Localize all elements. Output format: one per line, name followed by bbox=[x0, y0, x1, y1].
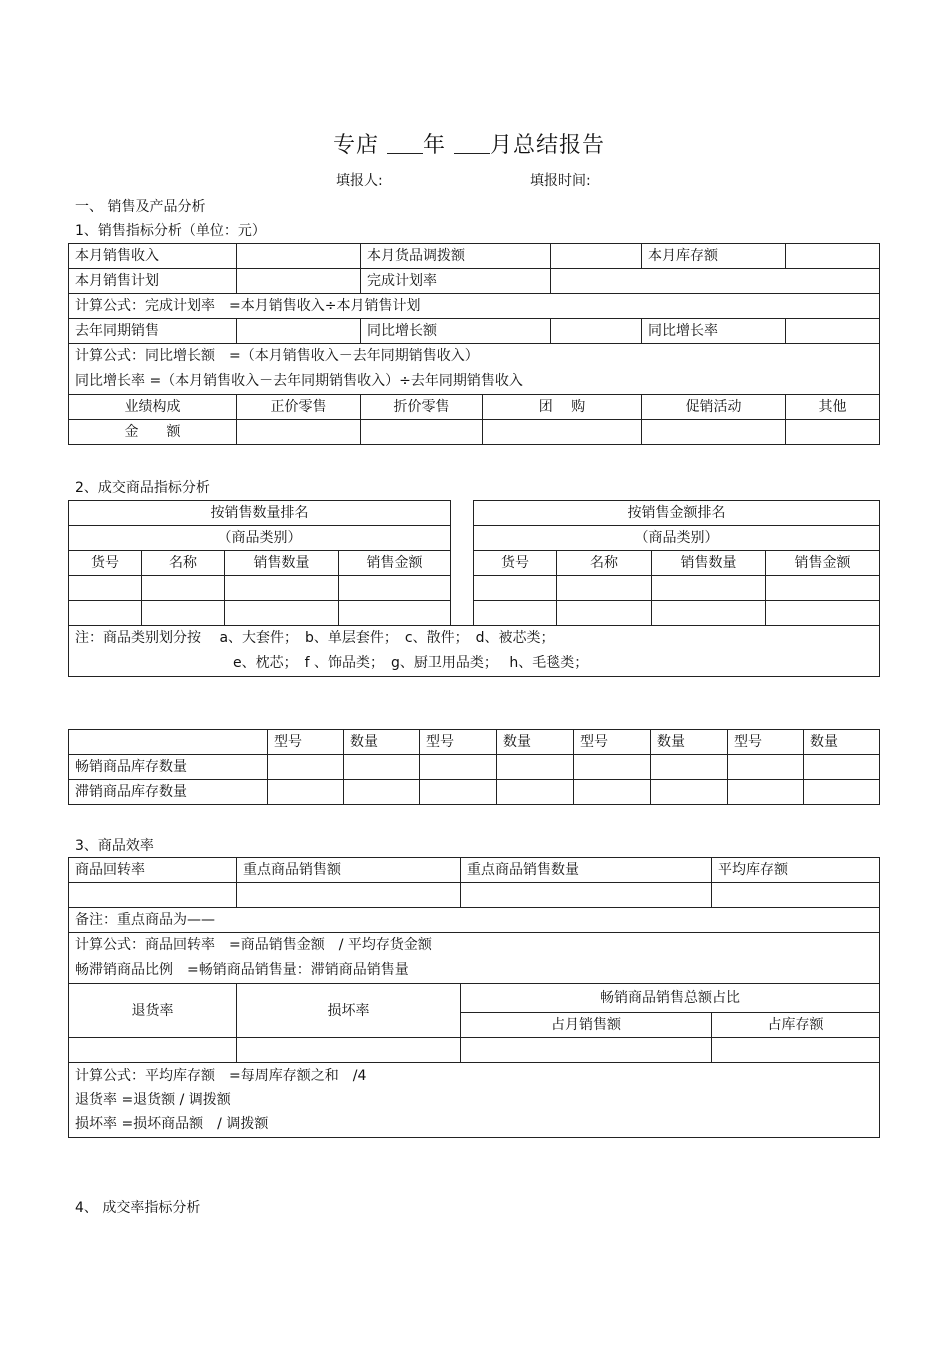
input-amount-group[interactable] bbox=[483, 420, 642, 445]
label-yoy-amount: 同比增长额 bbox=[361, 319, 551, 344]
input-amount-promo[interactable] bbox=[642, 420, 786, 445]
stock-table bbox=[68, 729, 880, 805]
formula-return: 退货率 =退货额 / 调拨额 bbox=[75, 1092, 231, 1108]
table-cell[interactable] bbox=[728, 755, 804, 780]
table-cell[interactable] bbox=[339, 601, 451, 626]
label-return-rate: 退货率 bbox=[69, 984, 237, 1038]
label-completion-rate: 完成计划率 bbox=[361, 269, 551, 294]
stock-col-qty: 数量 bbox=[651, 730, 728, 755]
input-amount-other[interactable] bbox=[786, 420, 880, 445]
col-qty: 销售数量 bbox=[225, 551, 339, 576]
table-cell[interactable] bbox=[766, 601, 880, 626]
section3-heading: 3、商品效率 bbox=[75, 838, 154, 854]
stock-col-model: 型号 bbox=[574, 730, 651, 755]
by-qty-header: 按销售数量排名 bbox=[69, 501, 451, 526]
formula-block bbox=[69, 1063, 880, 1138]
hot-stock-label: 畅销商品库存数量 bbox=[69, 755, 268, 780]
input-yoy-rate[interactable] bbox=[786, 319, 880, 344]
formula-ratio: 畅滞销商品比例 =畅销商品销售量：滞销商品销售量 bbox=[75, 962, 409, 978]
section4-heading: 4、 成交率指标分析 bbox=[75, 1200, 201, 1216]
formula-avg-stock: 计算公式：平均库存额 =每周库存额之和 /4 bbox=[75, 1068, 367, 1084]
table-cell[interactable] bbox=[474, 576, 557, 601]
sales-indicator-table bbox=[68, 243, 880, 445]
label-last-year-sales: 去年同期销售 bbox=[69, 319, 237, 344]
input-last-year-sales[interactable] bbox=[237, 319, 361, 344]
stock-col-model: 型号 bbox=[420, 730, 497, 755]
table-cell[interactable] bbox=[804, 755, 880, 780]
formula-turnover-block bbox=[69, 933, 880, 984]
input-return-rate[interactable] bbox=[69, 1038, 237, 1063]
stock-col-qty: 数量 bbox=[344, 730, 420, 755]
table-cell[interactable] bbox=[69, 601, 142, 626]
table-cell[interactable] bbox=[268, 780, 344, 805]
input-monthly-sales[interactable] bbox=[237, 244, 361, 269]
label-monthly-sales: 本月销售收入 bbox=[69, 244, 237, 269]
section2-heading: 2、成交商品指标分析 bbox=[75, 480, 210, 496]
input-damage-rate[interactable] bbox=[237, 1038, 461, 1063]
composition-group: 团 购 bbox=[483, 395, 642, 420]
table-cell[interactable] bbox=[225, 576, 339, 601]
input-monthly-plan[interactable] bbox=[237, 269, 361, 294]
input-key-sales[interactable] bbox=[237, 883, 461, 908]
input-avg-stock[interactable] bbox=[712, 883, 880, 908]
table-cell[interactable] bbox=[420, 780, 497, 805]
section1-heading: 一、 销售及产品分析 bbox=[75, 199, 206, 215]
label-damage-rate: 损坏率 bbox=[237, 984, 461, 1038]
col-sku: 货号 bbox=[474, 551, 557, 576]
table-cell[interactable] bbox=[574, 755, 651, 780]
by-amount-header: 按销售金额排名 bbox=[474, 501, 880, 526]
table-cell[interactable] bbox=[474, 601, 557, 626]
input-of-stock[interactable] bbox=[712, 1038, 880, 1063]
table-cell[interactable] bbox=[142, 601, 225, 626]
col-amount: 销售金额 bbox=[339, 551, 451, 576]
label-monthly-stock: 本月库存额 bbox=[642, 244, 786, 269]
input-amount-discount[interactable] bbox=[361, 420, 483, 445]
table-cell[interactable] bbox=[557, 576, 652, 601]
label-of-monthly: 占月销售额 bbox=[461, 1013, 712, 1038]
composition-regular: 正价零售 bbox=[237, 395, 361, 420]
table-cell[interactable] bbox=[69, 576, 142, 601]
formula-yoy bbox=[69, 344, 880, 395]
label-key-sales: 重点商品销售额 bbox=[237, 858, 461, 883]
input-turnover[interactable] bbox=[69, 883, 237, 908]
composition-header: 业绩构成 bbox=[69, 395, 237, 420]
label-avg-stock: 平均库存额 bbox=[712, 858, 880, 883]
input-monthly-transfer[interactable] bbox=[551, 244, 642, 269]
efficiency-table bbox=[68, 857, 880, 1138]
label-of-stock: 占库存额 bbox=[712, 1013, 880, 1038]
label-hot-share: 畅销商品销售总额占比 bbox=[461, 984, 880, 1013]
table-cell[interactable] bbox=[497, 755, 574, 780]
table-cell[interactable] bbox=[652, 601, 766, 626]
table-cell[interactable] bbox=[420, 755, 497, 780]
remark-key-products: 备注：重点商品为—— bbox=[69, 908, 880, 933]
input-monthly-stock[interactable] bbox=[786, 244, 880, 269]
stock-col-qty: 数量 bbox=[804, 730, 880, 755]
month-blank[interactable] bbox=[454, 135, 490, 154]
table-cell[interactable] bbox=[574, 780, 651, 805]
slow-stock-label: 滞销商品库存数量 bbox=[69, 780, 268, 805]
section1-sub1: 1、销售指标分析（单位：元） bbox=[75, 223, 266, 239]
table-cell[interactable] bbox=[651, 780, 728, 805]
table-cell[interactable] bbox=[804, 780, 880, 805]
note-line-2: e、枕芯； f 、饰品类； g、厨卫用品类； h、毛毯类； bbox=[233, 655, 589, 671]
report-title: 专店 年 月总结报告 bbox=[333, 133, 606, 158]
filler-label: 填报人: bbox=[336, 173, 383, 189]
col-qty: 销售数量 bbox=[652, 551, 766, 576]
note-line-1: 注：商品类别划分按 a、大套件； b、单层套件； c、散件； d、被芯类； bbox=[75, 630, 555, 646]
formula-damage: 损坏率 =损坏商品额 / 调拨额 bbox=[75, 1116, 269, 1132]
label-turnover: 商品回转率 bbox=[69, 858, 237, 883]
table-cell[interactable] bbox=[268, 755, 344, 780]
table-cell[interactable] bbox=[557, 601, 652, 626]
qty-category: （商品类别） bbox=[69, 526, 451, 551]
formula-yoy-amount: 计算公式：同比增长额 =（本月销售收入－去年同期销售收入） bbox=[75, 348, 479, 364]
amount-category: （商品类别） bbox=[474, 526, 880, 551]
table-cell[interactable] bbox=[344, 755, 420, 780]
table-cell[interactable] bbox=[766, 576, 880, 601]
table-cell[interactable] bbox=[651, 755, 728, 780]
input-of-monthly[interactable] bbox=[461, 1038, 712, 1063]
formula-yoy-rate: 同比增长率 =（本月销售收入－去年同期销售收入）÷去年同期销售收入 bbox=[75, 373, 523, 389]
stock-col-model: 型号 bbox=[268, 730, 344, 755]
label-monthly-transfer: 本月货品调拨额 bbox=[361, 244, 551, 269]
label-yoy-rate: 同比增长率 bbox=[642, 319, 786, 344]
composition-discount: 折价零售 bbox=[361, 395, 483, 420]
stock-col-model: 型号 bbox=[728, 730, 804, 755]
col-sku: 货号 bbox=[69, 551, 142, 576]
col-name: 名称 bbox=[142, 551, 225, 576]
col-amount: 销售金额 bbox=[766, 551, 880, 576]
ranking-gap bbox=[451, 501, 474, 626]
formula-completion: 计算公式：完成计划率 =本月销售收入÷本月销售计划 bbox=[69, 294, 880, 319]
label-monthly-plan: 本月销售计划 bbox=[69, 269, 237, 294]
category-note bbox=[69, 626, 880, 677]
table-cell[interactable] bbox=[142, 576, 225, 601]
amount-label: 金 额 bbox=[69, 420, 237, 445]
col-name: 名称 bbox=[557, 551, 652, 576]
composition-other: 其他 bbox=[786, 395, 880, 420]
label-key-qty: 重点商品销售数量 bbox=[461, 858, 712, 883]
input-yoy-amount[interactable] bbox=[551, 319, 642, 344]
stock-header-blank bbox=[69, 730, 268, 755]
year-blank[interactable] bbox=[387, 135, 423, 154]
ranking-table bbox=[68, 500, 880, 677]
input-amount-regular[interactable] bbox=[237, 420, 361, 445]
input-completion-rate[interactable] bbox=[551, 269, 880, 294]
stock-col-qty: 数量 bbox=[497, 730, 574, 755]
formula-turnover: 计算公式：商品回转率 =商品销售金额 / 平均存货金额 bbox=[75, 937, 432, 953]
table-cell[interactable] bbox=[652, 576, 766, 601]
filltime-label: 填报时间: bbox=[530, 173, 591, 189]
table-cell[interactable] bbox=[728, 780, 804, 805]
table-cell[interactable] bbox=[225, 601, 339, 626]
input-key-qty[interactable] bbox=[461, 883, 712, 908]
composition-promo: 促销活动 bbox=[642, 395, 786, 420]
table-cell[interactable] bbox=[339, 576, 451, 601]
table-cell[interactable] bbox=[497, 780, 574, 805]
table-cell[interactable] bbox=[344, 780, 420, 805]
